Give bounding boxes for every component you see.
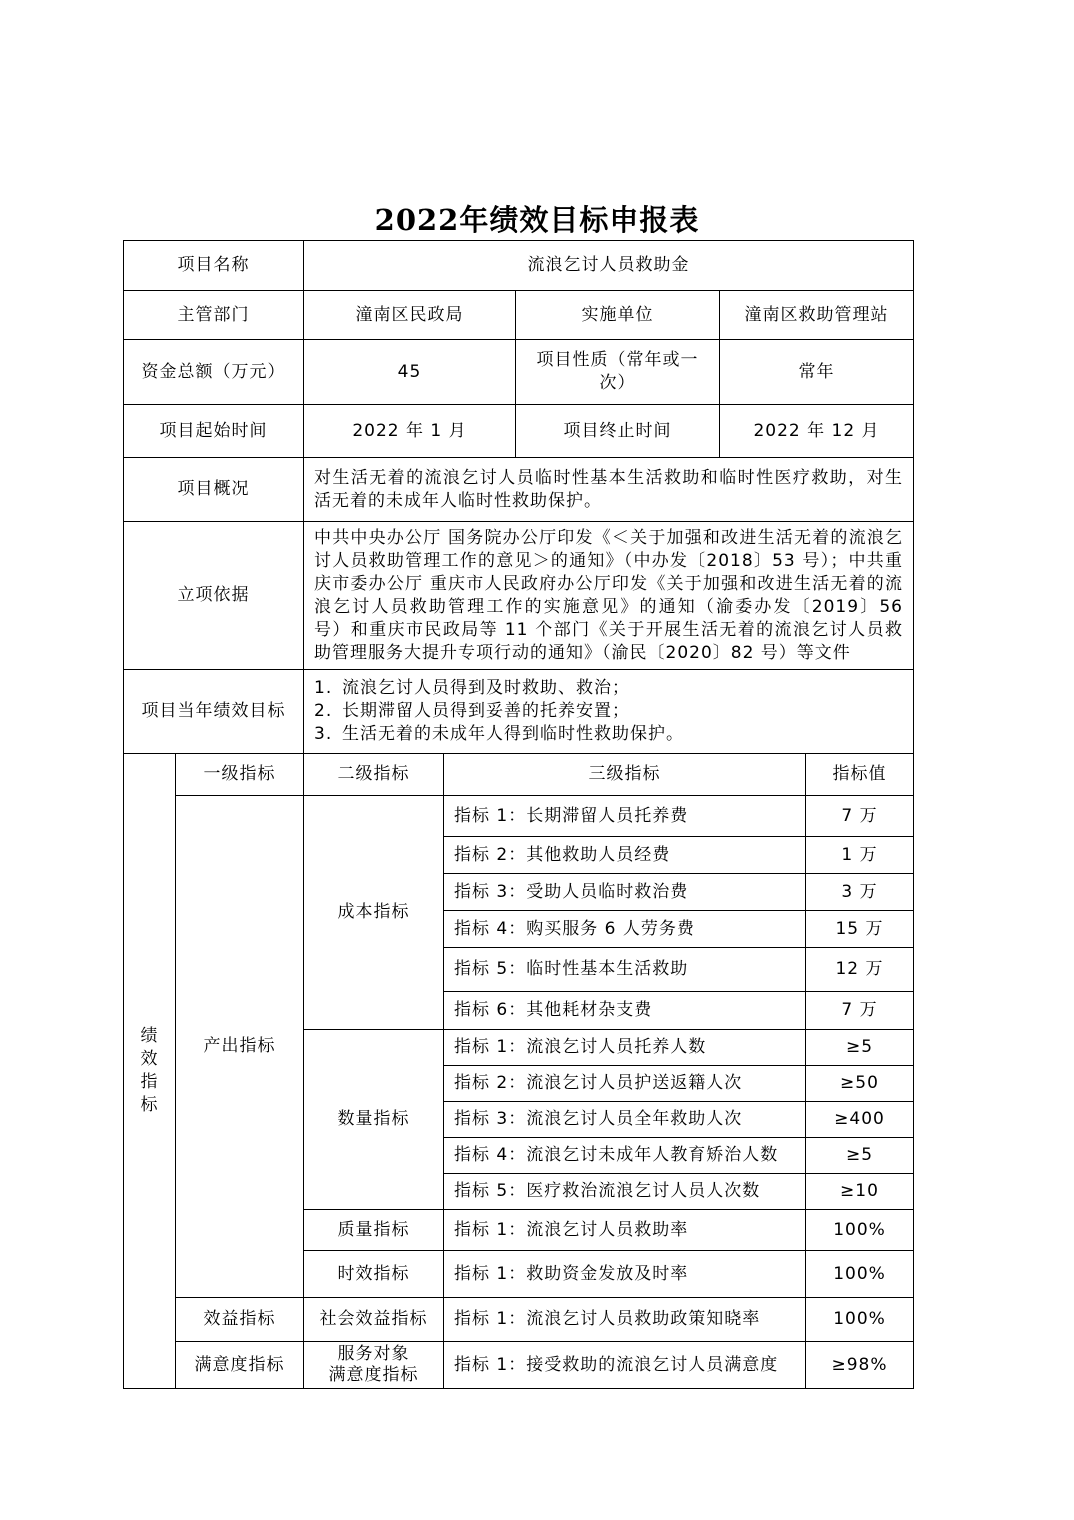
level2-quality: 质量指标 — [304, 1210, 444, 1251]
indicator-name: 指标 2：流浪乞讨人员护送返籍人次 — [444, 1066, 806, 1102]
section-char: 绩 — [140, 1026, 159, 1046]
indicator-name: 指标 1：流浪乞讨人员救助政策知晓率 — [444, 1298, 806, 1342]
header-value: 指标值 — [806, 754, 914, 796]
table-row — [124, 1298, 914, 1342]
unit-label: 实施单位 — [516, 291, 720, 340]
indicator-value: 7 万 — [806, 796, 914, 837]
goal-item — [314, 723, 905, 746]
indicator-name: 指标 5：医疗救治流浪乞讨人员人次数 — [444, 1174, 806, 1210]
section-char: 效 — [140, 1049, 159, 1069]
overview-label: 项目概况 — [124, 458, 304, 522]
indicator-name: 指标 4：购买服务 6 人劳务费 — [444, 911, 806, 948]
indicator-name: 指标 3：流浪乞讨人员全年救助人次 — [444, 1102, 806, 1138]
basis-label: 立项依据 — [124, 522, 304, 670]
indicator-name: 指标 4：流浪乞讨未成年人教育矫治人数 — [444, 1138, 806, 1174]
indicator-name: 指标 1：接受救助的流浪乞讨人员满意度 — [444, 1342, 806, 1389]
row-overview — [124, 458, 914, 522]
goals-list-cell — [304, 670, 914, 754]
level1-output: 产出指标 — [176, 796, 304, 1298]
dept-label: 主管部门 — [124, 291, 304, 340]
end-value: 2022 年 12 月 — [720, 405, 914, 458]
indicator-name: 指标 1：流浪乞讨人员救助率 — [444, 1210, 806, 1251]
goal-item — [314, 677, 905, 700]
header-level1: 一级指标 — [176, 754, 304, 796]
dept-value: 潼南区民政局 — [304, 291, 516, 340]
nature-label: 项目性质（常年或一次） — [516, 340, 720, 405]
goal-number: 2. — [314, 701, 333, 721]
section-char: 标 — [140, 1095, 159, 1115]
indicator-value: 100% — [806, 1251, 914, 1298]
table-row — [124, 796, 914, 837]
level2-timeliness: 时效指标 — [304, 1251, 444, 1298]
overview-value: 对生活无着的流浪乞讨人员临时性基本生活救助和临时性医疗救助，对生活无着的未成年人临时性救助保护。 — [304, 458, 914, 522]
indicator-value: ≥98% — [806, 1342, 914, 1389]
level2-service-satisfaction — [304, 1342, 444, 1389]
indicator-name: 指标 6：其他耗材杂支费 — [444, 992, 806, 1030]
nature-value: 常年 — [720, 340, 914, 405]
indicators-section-label — [124, 754, 176, 1389]
indicator-name: 指标 5：临时性基本生活救助 — [444, 948, 806, 992]
level1-satisfaction: 满意度指标 — [176, 1342, 304, 1389]
goals-label: 项目当年绩效目标 — [124, 670, 304, 754]
service-line1: 服务对象 — [337, 1344, 410, 1364]
indicator-value: 15 万 — [806, 911, 914, 948]
indicator-value: 100% — [806, 1298, 914, 1342]
start-label: 项目起始时间 — [124, 405, 304, 458]
service-line2: 满意度指标 — [328, 1365, 419, 1385]
indicator-name: 指标 1：长期滞留人员托养费 — [444, 796, 806, 837]
indicator-name: 指标 1：救助资金发放及时率 — [444, 1251, 806, 1298]
funds-label: 资金总额（万元） — [124, 340, 304, 405]
indicator-value: ≥400 — [806, 1102, 914, 1138]
goal-item — [314, 700, 905, 723]
indicator-value: 1 万 — [806, 837, 914, 874]
indicator-name: 指标 1：流浪乞讨人员托养人数 — [444, 1030, 806, 1066]
goals-list — [314, 677, 905, 746]
indicator-value: 12 万 — [806, 948, 914, 992]
row-basis — [124, 522, 914, 670]
level2-cost: 成本指标 — [304, 796, 444, 1030]
indicator-name: 指标 3：受助人员临时救治费 — [444, 874, 806, 911]
indicator-value: ≥10 — [806, 1174, 914, 1210]
goal-number: 3. — [314, 724, 333, 744]
indicator-value: 3 万 — [806, 874, 914, 911]
end-label: 项目终止时间 — [516, 405, 720, 458]
row-department — [124, 291, 914, 340]
unit-value: 潼南区救助管理站 — [720, 291, 914, 340]
level2-social: 社会效益指标 — [304, 1298, 444, 1342]
indicator-value: ≥5 — [806, 1030, 914, 1066]
goal-number: 1. — [314, 678, 333, 698]
indicator-value: ≥50 — [806, 1066, 914, 1102]
indicator-name: 指标 2：其他救助人员经费 — [444, 837, 806, 874]
basis-value: 中共中央办公厅 国务院办公厅印发《＜关于加强和改进生活无着的流浪乞讨人员救助管理工作的意见＞的通知》（中办发〔2018〕53 号）；中共重庆市委办公厅 重庆市人民政府办公厅印发《关于加强和改进生活无着的流浪乞讨人员救助管理工作的实施意见》的通知（渝委办发〔2019〕56 号）和重庆市民政局等 11 个部门《关于开展生活无着的流浪乞讨人员救助管理服务大提升专项行动的通知》（渝民〔2020〕82 号）等文件 — [304, 522, 914, 670]
project-name-label: 项目名称 — [124, 241, 304, 291]
row-funds — [124, 340, 914, 405]
row-period — [124, 405, 914, 458]
header-level3: 三级指标 — [444, 754, 806, 796]
start-value: 2022 年 1 月 — [304, 405, 516, 458]
indicator-value: 7 万 — [806, 992, 914, 1030]
level2-quantity: 数量指标 — [304, 1030, 444, 1210]
goal-text: 流浪乞讨人员得到及时救助、救治； — [342, 678, 630, 698]
table-row — [124, 1342, 914, 1389]
goal-text: 长期滞留人员得到妥善的托养安置； — [342, 701, 630, 721]
page-title: 2022年绩效目标申报表 — [374, 203, 700, 237]
section-char: 指 — [140, 1072, 159, 1092]
indicator-header-row — [124, 754, 914, 796]
goal-text: 生活无着的未成年人得到临时性救助保护。 — [342, 724, 684, 744]
row-goals — [124, 670, 914, 754]
performance-form-table — [123, 240, 914, 1389]
level1-benefit: 效益指标 — [176, 1298, 304, 1342]
funds-value: 45 — [304, 340, 516, 405]
indicator-value: ≥5 — [806, 1138, 914, 1174]
indicator-value: 100% — [806, 1210, 914, 1251]
project-name-value: 流浪乞讨人员救助金 — [304, 241, 914, 291]
header-level2: 二级指标 — [304, 754, 444, 796]
row-project-name — [124, 241, 914, 291]
